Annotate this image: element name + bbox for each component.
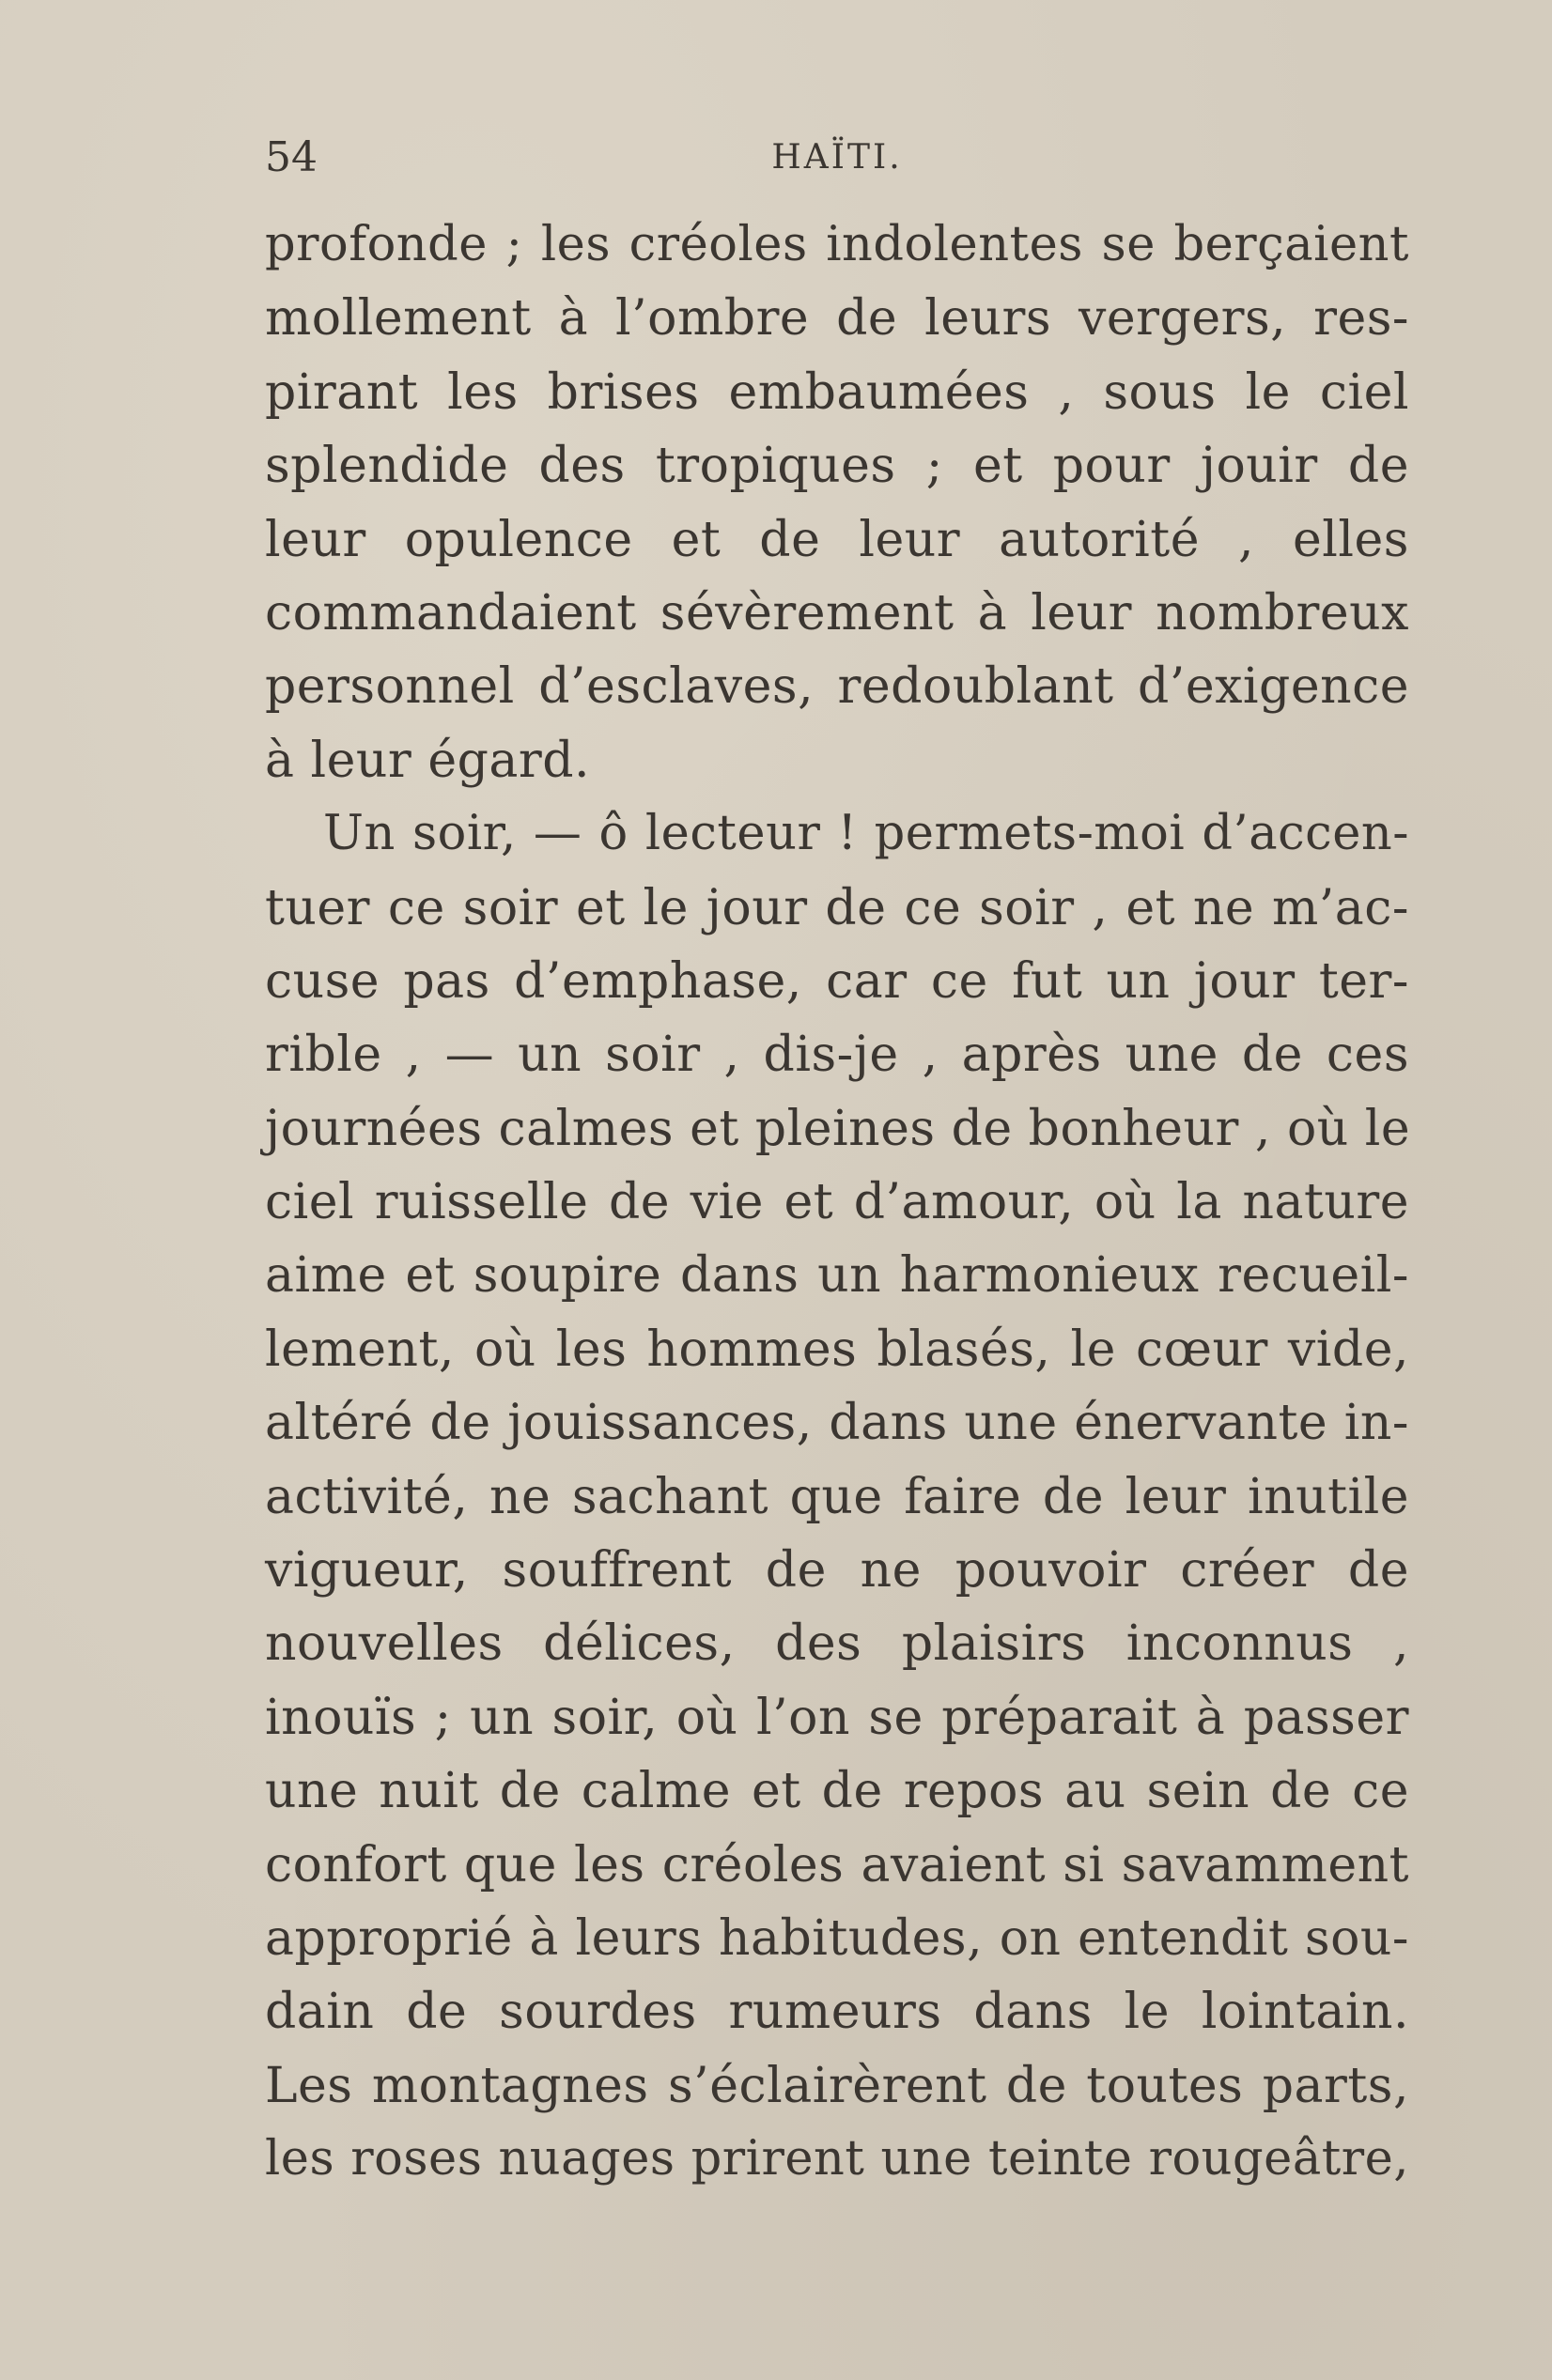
page-header xyxy=(265,130,1409,186)
text-line: Les montagnes s’éclairèrent de toutes parts, xyxy=(265,2057,1409,2114)
text-line: les roses nuages prirent une teinte rougeâtre, xyxy=(265,2131,1409,2187)
page-number: 54 xyxy=(265,133,318,181)
text-line: rible , — un soir , dis-je , après une de ces xyxy=(265,1027,1409,1084)
text-line: splendide des tropiques ; et pour jouir de xyxy=(265,438,1409,495)
text-line: confort que les créoles avaient si savamment xyxy=(265,1836,1409,1893)
text-line: altéré de jouissances, dans une énervante in- xyxy=(265,1395,1409,1452)
paragraph-end-line: à leur égard. xyxy=(265,732,591,789)
text-line: ciel ruisselle de vie et d’amour, où la nature xyxy=(265,1174,1409,1231)
text-line: cuse pas d’emphase, car ce fut un jour ter- xyxy=(265,952,1409,1010)
text-line: mollement à l’ombre de leurs vergers, res- xyxy=(265,290,1409,348)
text-line: lement, où les hommes blasés, le cœur vide, xyxy=(265,1321,1409,1378)
text-line: aime et soupire dans un harmonieux recueil- xyxy=(265,1247,1409,1305)
text-line: vigueur, souffrent de ne pouvoir créer de xyxy=(265,1542,1409,1600)
text-line: approprié à leurs habitudes, on entendit sou- xyxy=(265,1909,1409,1967)
text-line: dain de sourdes rumeurs dans le lointain. xyxy=(265,1984,1409,2041)
body-text xyxy=(265,209,1409,2197)
text-line: journées calmes et pleines de bonheur , où le xyxy=(265,1100,1411,1157)
text-line: pirant les brises embaumées , sous le ciel xyxy=(265,363,1409,421)
text-line: commandaient sévèrement à leur nombreux xyxy=(265,584,1409,641)
text-line: leur opulence et de leur autorité , elles xyxy=(265,511,1409,568)
running-title: HAÏTI. xyxy=(771,138,903,177)
text-line: profonde ; les créoles indolentes se berçaient xyxy=(265,217,1409,272)
text-line: personnel d’esclaves, redoublant d’exigence xyxy=(265,658,1409,716)
text-line: tuer ce soir et le jour de ce soir , et ne m’ac- xyxy=(265,879,1409,936)
text-line: nouvelles délices, des plaisirs inconnus , xyxy=(265,1615,1409,1673)
text-line: une nuit de calme et de repos au sein de ce xyxy=(265,1763,1409,1820)
text-line: activité, ne sachant que faire de leur inutile xyxy=(265,1468,1409,1525)
text-line: inouïs ; un soir, où l’on se préparait à passer xyxy=(265,1689,1409,1746)
paragraph-start-line: Un soir, — ô lecteur ! permets-moi d’accen- xyxy=(323,806,1409,862)
